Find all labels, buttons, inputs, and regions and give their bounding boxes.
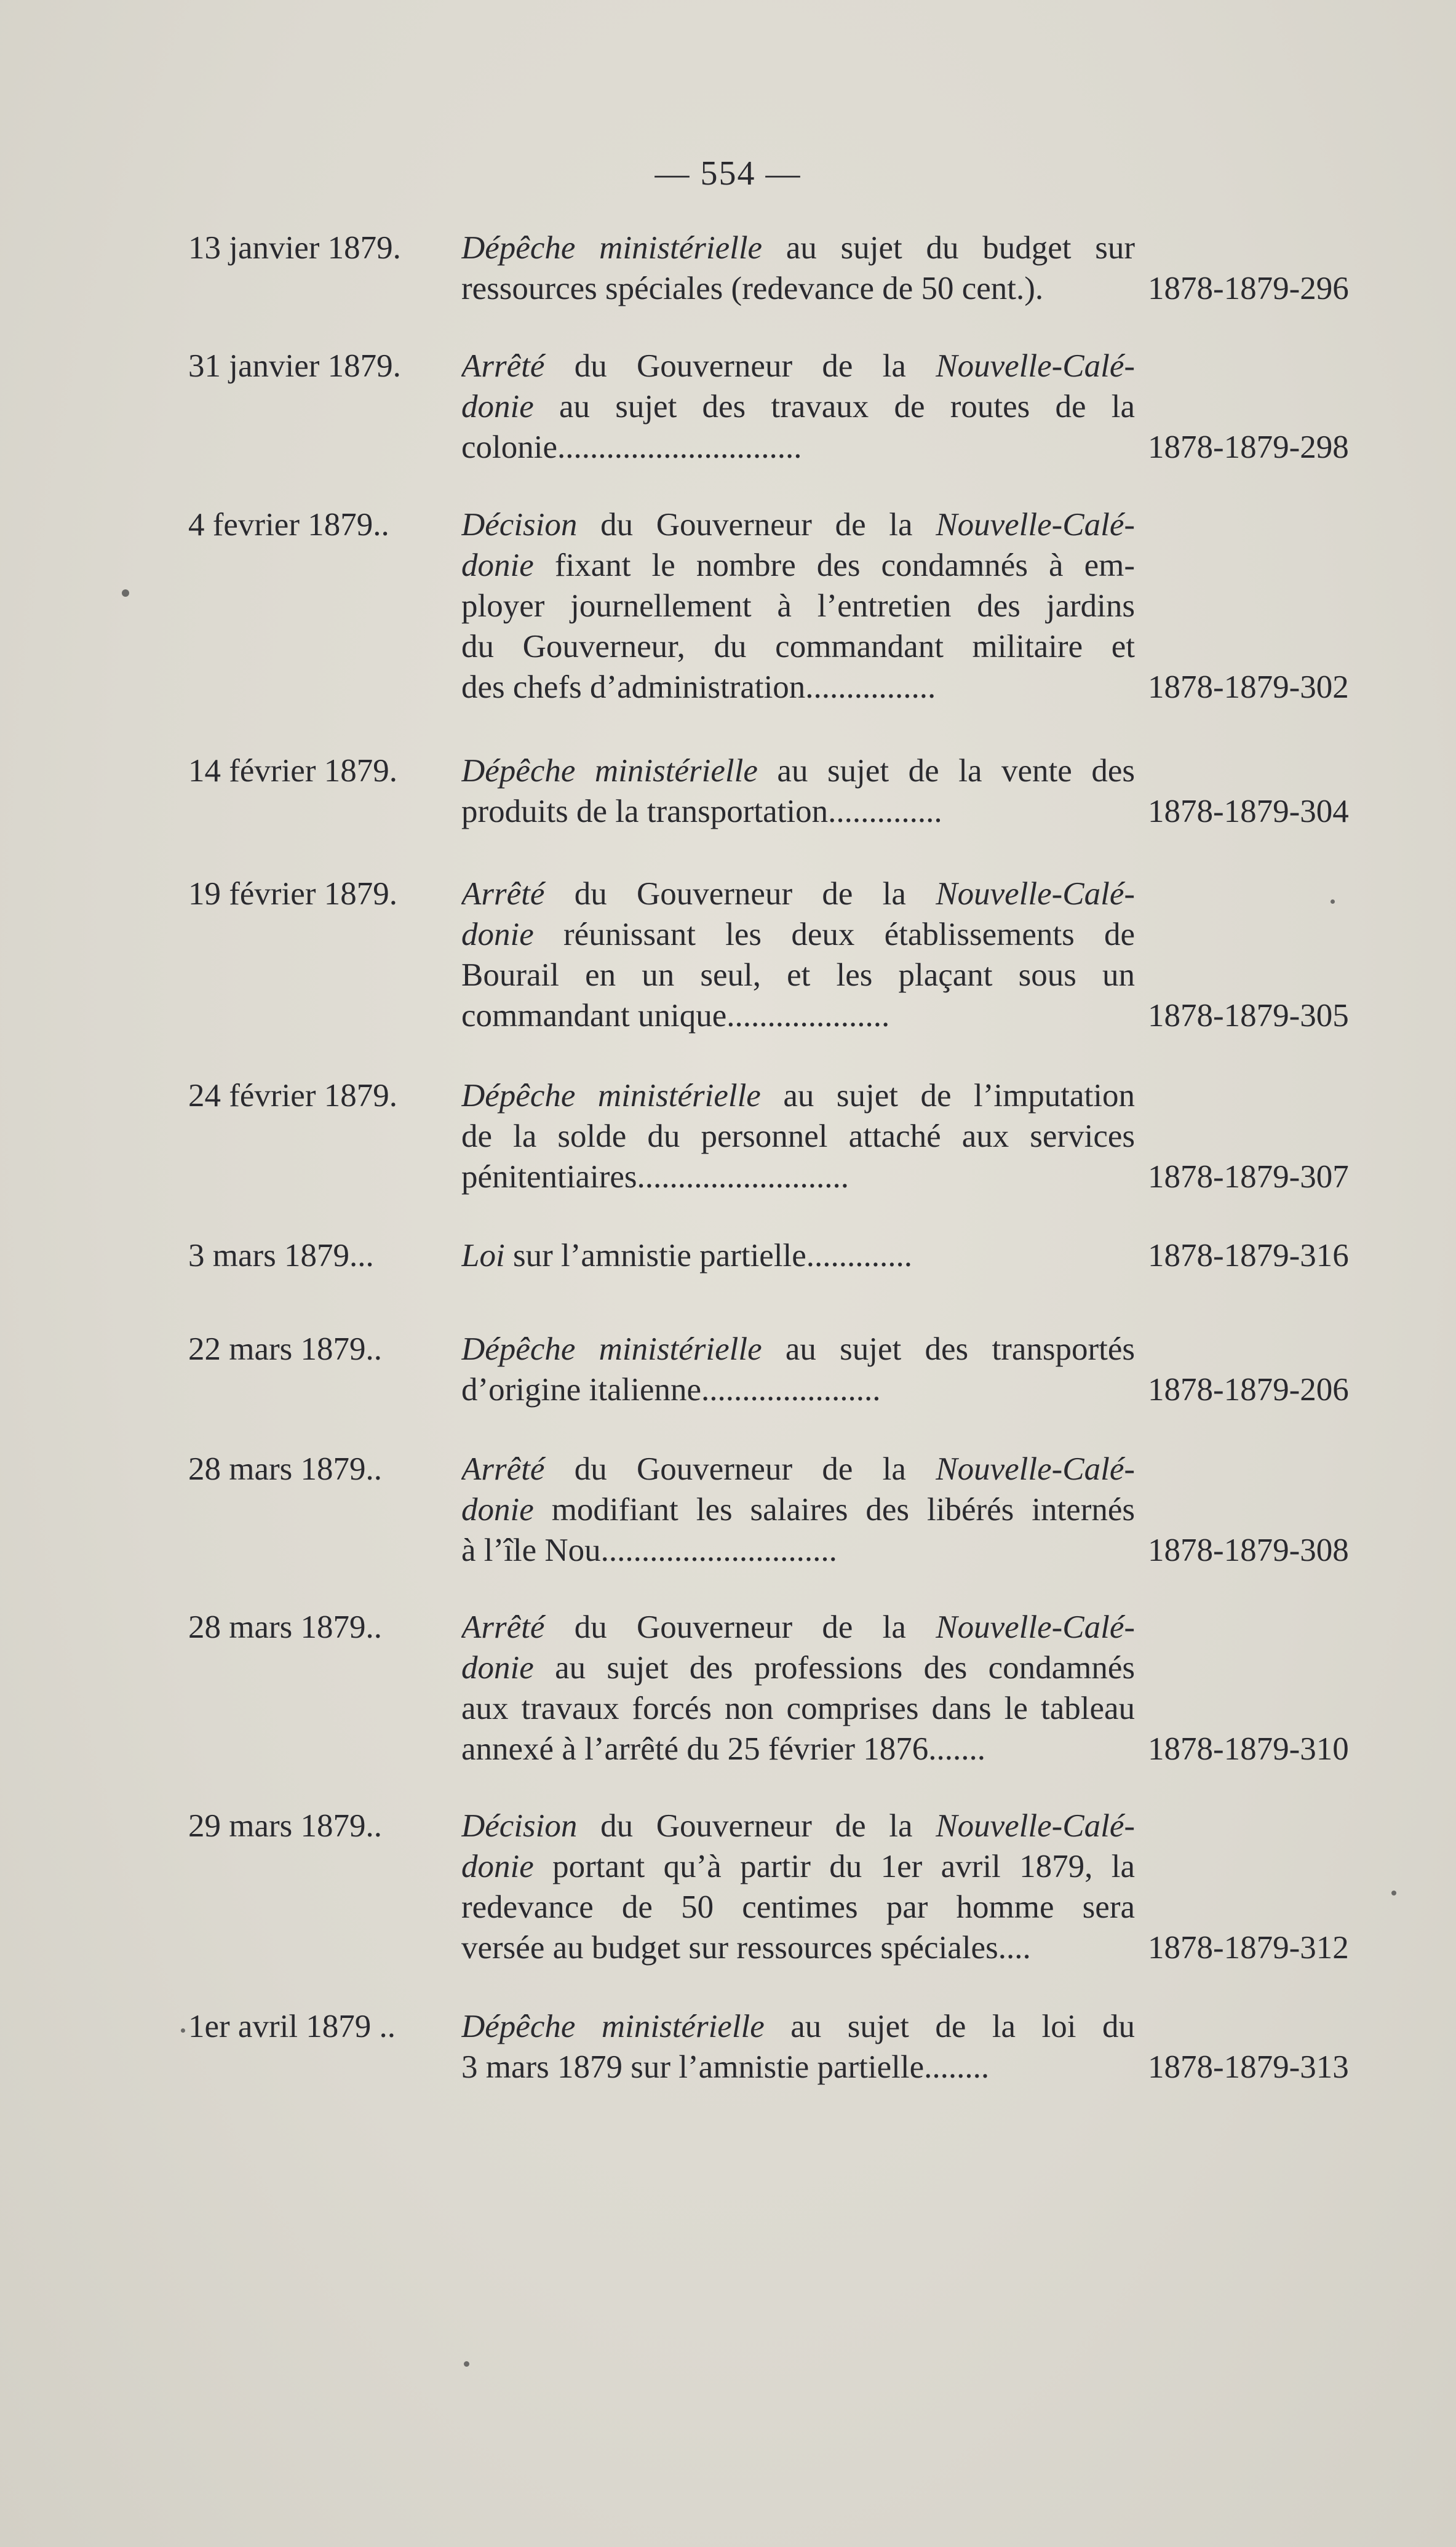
line-text: du Gouverneur de la [544, 1609, 936, 1645]
description-line [461, 874, 1135, 914]
italic-term: Dépêche ministérielle [461, 230, 763, 266]
line-text: modifiant les salaires des libérés internés [533, 1492, 1135, 1528]
italic-term: donie [461, 1650, 534, 1686]
description-line [461, 1489, 1135, 1530]
line-text: du Gouverneur de la [544, 1451, 936, 1487]
description-line [461, 1449, 1135, 1489]
entry-date: 19 février 1879. [188, 876, 397, 912]
entry-date: 4 fevrier 1879.. [188, 507, 389, 543]
italic-term: Décision [461, 1808, 578, 1844]
entry-date: 3 mars 1879... [188, 1238, 374, 1274]
line-text: du Gouverneur de la [544, 348, 936, 384]
description-line [461, 586, 1135, 626]
scan-speck [1331, 899, 1335, 904]
entry-reference: 1878-1879-302 [1148, 669, 1349, 705]
line-text: pénitentiaires.......................... [461, 1159, 849, 1195]
description-line [461, 427, 1135, 468]
description-line [461, 1369, 1135, 1410]
entry-date: 14 février 1879. [188, 753, 397, 789]
description-line [461, 1846, 1135, 1887]
description-line [461, 751, 1135, 791]
entry-reference: 1878-1879-312 [1148, 1930, 1349, 1966]
line-text: réunissant les deux établissements de [533, 917, 1135, 952]
line-text: aux travaux forcés non comprises dans le tableau [461, 1691, 1135, 1726]
description-line [461, 268, 1135, 309]
italic-term: donie [461, 1492, 534, 1528]
line-text: colonie.............................. [461, 429, 802, 465]
italic-term: Arrêté [461, 1451, 545, 1487]
entry-reference: 1878-1879-304 [1148, 794, 1349, 829]
scan-speck [1391, 1891, 1396, 1895]
description-line [461, 1729, 1135, 1769]
line-text: portant qu’à partir du 1er avril 1879, la [533, 1849, 1135, 1884]
italic-term: Dépêche ministérielle [461, 1331, 762, 1367]
description-line [461, 667, 1135, 708]
description-line [461, 1235, 1135, 1276]
description-line [461, 955, 1135, 995]
scan-speck [464, 2361, 469, 2367]
italic-term: Dépêche ministérielle [461, 2009, 765, 2044]
line-text: au sujet des professions des condamnés [533, 1650, 1135, 1686]
line-text: fixant le nombre des condamnés à em- [533, 548, 1135, 583]
entry-description [461, 228, 1135, 309]
description-line [461, 1075, 1135, 1116]
description-line [461, 1116, 1135, 1157]
entry-description [461, 504, 1135, 708]
line-text: du Gouverneur de la [577, 1808, 936, 1844]
line-text: ressources spéciales (redevance de 50 cent.). [461, 271, 1044, 306]
entry-description [461, 346, 1135, 468]
line-text: commandant unique.................... [461, 998, 890, 1034]
line-text: au sujet de l’imputation [760, 1078, 1135, 1114]
entry-date: 13 janvier 1879. [188, 230, 401, 266]
line-text: à l’île Nou............................. [461, 1533, 837, 1568]
entry-reference: 1878-1879-316 [1148, 1238, 1349, 1274]
entry-description [461, 874, 1135, 1036]
line-text: au sujet du budget sur [762, 230, 1135, 266]
line-text: 3 mars 1879 sur l’amnistie partielle........ [461, 2049, 990, 2085]
italic-term: donie [461, 389, 534, 424]
entry-reference: 1878-1879-206 [1148, 1372, 1349, 1408]
description-line [461, 1927, 1135, 1968]
entry-reference: 1878-1879-296 [1148, 271, 1349, 306]
description-line [461, 504, 1135, 545]
entry-description [461, 1806, 1135, 1968]
line-text: au sujet des transportés [762, 1331, 1135, 1367]
italic-term: Nouvelle-Calé- [936, 876, 1135, 912]
italic-term: donie [461, 548, 534, 583]
line-text: ployer journellement à l’entretien des jardins [461, 588, 1135, 624]
entry-date: 24 février 1879. [188, 1078, 397, 1114]
italic-term: Loi [461, 1238, 505, 1274]
description-line [461, 914, 1135, 955]
description-line [461, 545, 1135, 586]
page-number: — 554 — [654, 154, 802, 193]
line-text: du Gouverneur, du commandant militaire et [461, 629, 1135, 664]
italic-term: donie [461, 1849, 534, 1884]
description-line [461, 1157, 1135, 1197]
description-line [461, 1688, 1135, 1729]
description-line [461, 346, 1135, 386]
italic-term: Arrêté [461, 1609, 545, 1645]
entry-description [461, 1075, 1135, 1197]
entry-date: 28 mars 1879.. [188, 1451, 383, 1487]
line-text: de la solde du personnel attaché aux services [461, 1118, 1135, 1154]
description-line [461, 2047, 1135, 2087]
description-line [461, 386, 1135, 427]
entry-description [461, 1607, 1135, 1769]
entry-date: 31 janvier 1879. [188, 348, 401, 384]
italic-term: Nouvelle-Calé- [936, 507, 1135, 543]
description-line [461, 1648, 1135, 1688]
entry-reference: 1878-1879-307 [1148, 1159, 1349, 1195]
description-line [461, 626, 1135, 667]
description-line [461, 791, 1135, 832]
line-text: produits de la transportation.............. [461, 794, 942, 829]
line-text: d’origine italienne...................... [461, 1372, 881, 1408]
entry-description [461, 2006, 1135, 2087]
description-line [461, 2006, 1135, 2047]
italic-term: Dépêche ministérielle [461, 753, 758, 789]
entry-reference: 1878-1879-313 [1148, 2049, 1349, 2085]
description-line [461, 995, 1135, 1036]
line-text: versée au budget sur ressources spéciales.... [461, 1930, 1031, 1966]
line-text: annexé à l’arrêté du 25 février 1876....... [461, 1731, 986, 1767]
entry-date: 29 mars 1879.. [188, 1808, 383, 1844]
line-text: sur l’amnistie partielle............. [504, 1238, 913, 1274]
italic-term: donie [461, 917, 534, 952]
entry-date: 28 mars 1879.. [188, 1609, 383, 1645]
line-text: au sujet des travaux de routes de la [533, 389, 1135, 424]
entry-description [461, 1235, 1135, 1276]
line-text: redevance de 50 centimes par homme sera [461, 1889, 1135, 1925]
italic-term: Décision [461, 507, 578, 543]
description-line [461, 1329, 1135, 1369]
entry-date: 1er avril 1879 .. [188, 2009, 396, 2044]
description-line [461, 1887, 1135, 1927]
description-line [461, 1806, 1135, 1846]
entry-reference: 1878-1879-305 [1148, 998, 1349, 1034]
line-text: du Gouverneur de la [544, 876, 936, 912]
description-line [461, 1530, 1135, 1571]
line-text: au sujet de la vente des [757, 753, 1135, 789]
entry-description [461, 751, 1135, 832]
line-text: du Gouverneur de la [577, 507, 936, 543]
line-text: au sujet de la loi du [764, 2009, 1135, 2044]
line-text: Bourail en un seul, et les plaçant sous un [461, 957, 1135, 993]
line-text: des chefs d’administration................ [461, 669, 936, 705]
description-line [461, 228, 1135, 268]
entry-description [461, 1449, 1135, 1571]
entry-reference: 1878-1879-310 [1148, 1731, 1349, 1767]
entry-reference: 1878-1879-308 [1148, 1533, 1349, 1568]
italic-term: Nouvelle-Calé- [936, 1609, 1135, 1645]
italic-term: Nouvelle-Calé- [936, 348, 1135, 384]
description-line [461, 1607, 1135, 1648]
entry-date: 22 mars 1879.. [188, 1331, 383, 1367]
entry-description [461, 1329, 1135, 1410]
italic-term: Arrêté [461, 876, 545, 912]
italic-term: Nouvelle-Calé- [936, 1451, 1135, 1487]
scan-speck [181, 2028, 185, 2033]
entry-reference: 1878-1879-298 [1148, 429, 1349, 465]
italic-term: Arrêté [461, 348, 545, 384]
italic-term: Nouvelle-Calé- [936, 1808, 1135, 1844]
italic-term: Dépêche ministérielle [461, 1078, 761, 1114]
scan-speck [122, 589, 129, 597]
